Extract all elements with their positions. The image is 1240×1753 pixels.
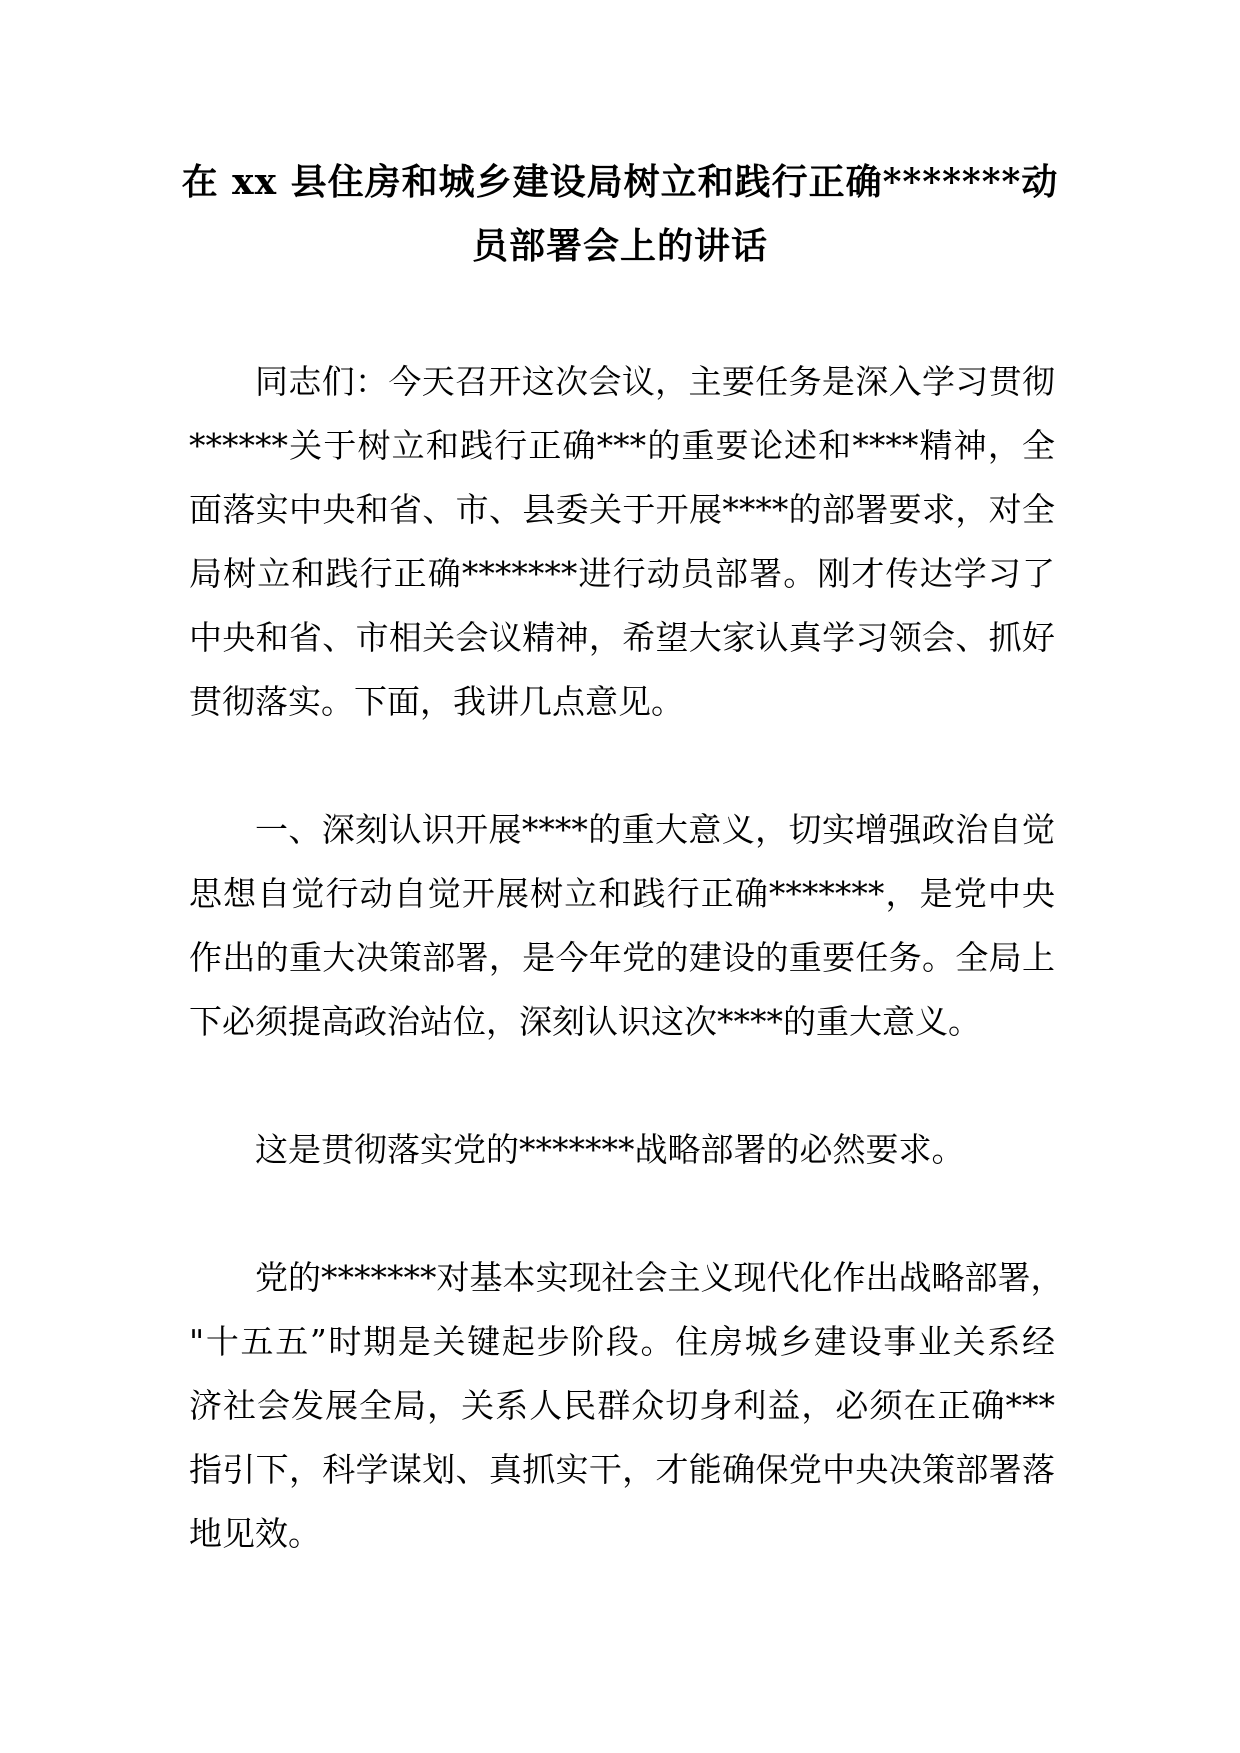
paragraph-line: 一、深刻认识开展****的重大意义，切实增强政治自觉 xyxy=(255,810,1055,849)
paragraph-line: 面落实中央和省、市、县委关于开展****的部署要求，对全 xyxy=(189,490,1055,529)
paragraph-line: 作出的重大决策部署，是今年党的建设的重要任务。全局上 xyxy=(189,938,1055,977)
paragraph-section-one xyxy=(189,798,1055,1054)
paragraph-line: 局树立和践行正确*******进行动员部署。刚才传达学习了 xyxy=(189,554,1055,593)
paragraph-line: 下必须提高政治站位，深刻认识这次****的重大意义。 xyxy=(189,1002,981,1041)
paragraph-strategic-requirement xyxy=(189,1118,1055,1182)
paragraph-line: 党的*******对基本实现社会主义现代化作出战略部署， xyxy=(255,1258,1064,1297)
paragraph-line: 指引下，科学谋划、真抓实干，才能确保党中央决策部署落 xyxy=(189,1450,1055,1489)
paragraph-line: 中央和省、市相关会议精神，希望大家认真学习领会、抓好 xyxy=(189,618,1055,657)
document-body xyxy=(189,350,1064,1630)
paragraph-line: 贯彻落实。下面，我讲几点意见。 xyxy=(189,682,684,721)
document-title xyxy=(150,150,1090,278)
paragraph-line: 济社会发展全局，关系人民群众切身利益，必须在正确*** xyxy=(189,1386,1055,1425)
paragraph-line: ******关于树立和践行正确***的重要论述和****精神，全 xyxy=(189,426,1055,465)
paragraph-line: 地见效。 xyxy=(189,1514,321,1553)
paragraph-line: 这是贯彻落实党的*******战略部署的必然要求。 xyxy=(255,1130,965,1169)
paragraph-opening xyxy=(189,350,1055,734)
paragraph-line: "十五五”时期是关键起步阶段。住房城乡建设事业关系经 xyxy=(189,1322,1055,1361)
paragraph-line: 同志们：今天召开这次会议，主要任务是深入学习贯彻 xyxy=(255,362,1055,401)
paragraph-modernization xyxy=(189,1246,1064,1566)
paragraph-line: 思想自觉行动自觉开展树立和践行正确*******，是党中央 xyxy=(189,874,1055,913)
title-line-2: 员部署会上的讲话 xyxy=(471,225,768,267)
title-line-1: 在 xx 县住房和城乡建设局树立和践行正确*******动 xyxy=(181,161,1059,203)
